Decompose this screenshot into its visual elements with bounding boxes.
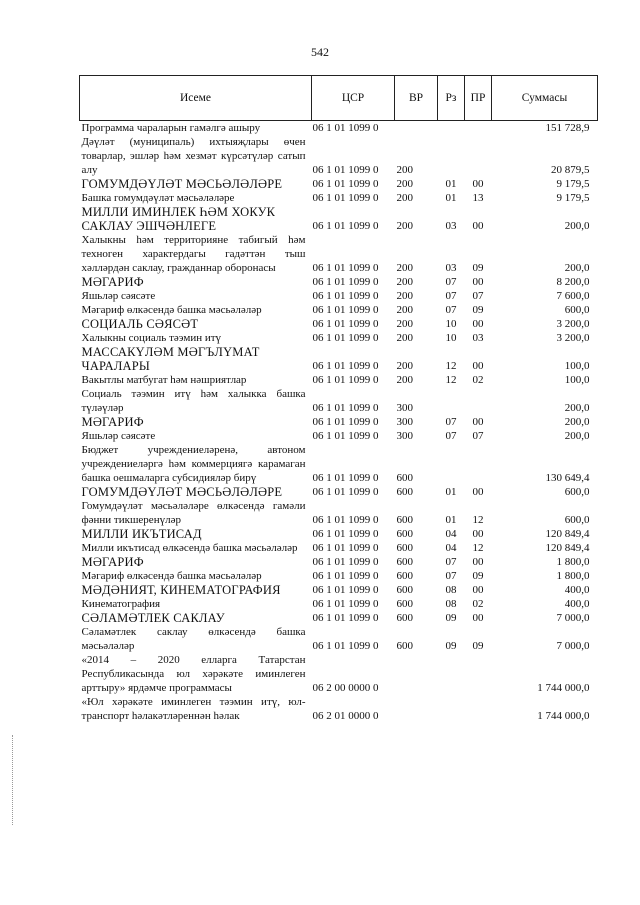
cell-csr: 06 1 01 1099 0 bbox=[312, 178, 379, 190]
cell-sum: 120 849,4 bbox=[545, 528, 590, 540]
cell-pr: 13 bbox=[472, 192, 484, 204]
cell-vr: 600 bbox=[396, 612, 413, 624]
cell-rz bbox=[438, 135, 465, 177]
cell-name: Бюджет учреждениеләренә, автоном учреждениеләргә һәм коммерциягә карамаган башка оешмаларга субсидияләр бирү bbox=[81, 444, 306, 484]
cell-pr bbox=[465, 695, 492, 723]
cell-csr: 06 1 01 1099 0 bbox=[312, 416, 379, 428]
table-row bbox=[80, 233, 598, 275]
cell-sum: 200,0 bbox=[564, 402, 590, 414]
cell-rz: 04 bbox=[445, 542, 457, 554]
cell-name: Кинематография bbox=[81, 598, 161, 610]
cell-csr: 06 1 01 1099 0 bbox=[312, 304, 379, 316]
cell-sum: 600,0 bbox=[564, 304, 590, 316]
cell-name: «Юл хәрәкәте иминлеген тәэмин итү, юл-транспорт һәлакәтләреннән һәлак bbox=[81, 696, 306, 722]
cell-name: Программа чараларын гамәлгә ашыру bbox=[81, 122, 261, 134]
cell-vr bbox=[395, 653, 438, 695]
cell-name: ГОМУМДӘҮЛӘТ МӘСЬӘЛӘЛӘРЕ bbox=[81, 177, 283, 191]
table-row bbox=[80, 569, 598, 583]
cell-pr: 09 bbox=[472, 570, 484, 582]
cell-sum: 9 179,5 bbox=[556, 178, 590, 190]
table-row bbox=[80, 625, 598, 653]
cell-vr: 600 bbox=[396, 528, 413, 540]
cell-rz: 09 bbox=[445, 612, 457, 624]
cell-name: МӘДӘНИЯТ, КИНЕМАТОГРАФИЯ bbox=[81, 583, 281, 597]
cell-csr: 06 1 01 1099 0 bbox=[312, 164, 379, 176]
cell-csr: 06 1 01 1099 0 bbox=[312, 262, 379, 274]
cell-pr: 12 bbox=[472, 542, 484, 554]
table-row-section bbox=[80, 205, 598, 233]
cell-pr: 00 bbox=[472, 416, 484, 428]
table-row bbox=[80, 499, 598, 527]
table-row bbox=[80, 191, 598, 205]
cell-vr: 600 bbox=[396, 598, 413, 610]
cell-name: Милли икътисад өлкәсендә башка мәсьәләләр bbox=[81, 542, 298, 554]
table-row-section bbox=[80, 177, 598, 191]
page-number: 542 bbox=[311, 45, 329, 59]
cell-rz: 08 bbox=[445, 598, 457, 610]
cell-csr: 06 1 01 1099 0 bbox=[312, 598, 379, 610]
cell-csr: 06 1 01 1099 0 bbox=[312, 570, 379, 582]
table-row-section bbox=[80, 485, 598, 499]
cell-name: Мәгариф өлкәсендә башка мәсьәләләр bbox=[81, 570, 262, 582]
cell-rz: 07 bbox=[445, 556, 457, 568]
cell-rz bbox=[438, 443, 465, 485]
table-row bbox=[80, 289, 598, 303]
cell-csr: 06 1 01 1099 0 bbox=[312, 332, 379, 344]
table-row bbox=[80, 443, 598, 485]
table-row-section bbox=[80, 611, 598, 625]
cell-sum: 120 849,4 bbox=[545, 542, 590, 554]
cell-name: Башка гомумдәүләт мәсьәләләре bbox=[81, 192, 235, 204]
cell-vr: 600 bbox=[396, 542, 413, 554]
cell-rz: 01 bbox=[445, 192, 457, 204]
cell-pr bbox=[465, 387, 492, 415]
cell-name: МИЛЛИ ИМИНЛЕК ҺӘМ ХОКУК САКЛАУ ЭШЧӘНЛЕГЕ bbox=[81, 205, 276, 233]
cell-name: Яшьләр сәясәте bbox=[81, 290, 156, 302]
cell-rz: 07 bbox=[445, 304, 457, 316]
cell-pr: 02 bbox=[472, 598, 484, 610]
cell-vr: 200 bbox=[396, 360, 413, 372]
cell-rz bbox=[438, 121, 465, 136]
cell-vr: 600 bbox=[396, 556, 413, 568]
cell-sum: 400,0 bbox=[564, 584, 590, 596]
cell-sum: 20 879,5 bbox=[551, 164, 590, 176]
cell-vr: 600 bbox=[396, 486, 413, 498]
cell-sum: 200,0 bbox=[564, 416, 590, 428]
cell-rz: 10 bbox=[445, 332, 457, 344]
cell-sum: 1 800,0 bbox=[556, 570, 590, 582]
cell-name: Яшьләр сәясәте bbox=[81, 430, 156, 442]
cell-sum: 200,0 bbox=[564, 262, 590, 274]
cell-rz bbox=[438, 695, 465, 723]
header-pr: ПР bbox=[465, 76, 492, 121]
cell-csr: 06 1 01 1099 0 bbox=[312, 318, 379, 330]
cell-rz: 10 bbox=[445, 318, 457, 330]
cell-rz: 07 bbox=[445, 290, 457, 302]
cell-csr: 06 2 01 0000 0 bbox=[312, 710, 379, 722]
cell-pr: 00 bbox=[472, 276, 484, 288]
cell-name: МӘГАРИФ bbox=[81, 555, 144, 569]
table-row bbox=[80, 331, 598, 345]
cell-name: Мәгариф өлкәсендә башка мәсьәләләр bbox=[81, 304, 262, 316]
cell-csr: 06 1 01 1099 0 bbox=[312, 402, 379, 414]
cell-vr: 300 bbox=[396, 402, 413, 414]
cell-pr: 09 bbox=[472, 304, 484, 316]
cell-pr bbox=[465, 653, 492, 695]
cell-name: СОЦИАЛЬ СӘЯСӘТ bbox=[81, 317, 199, 331]
cell-pr: 00 bbox=[472, 220, 484, 232]
table-row-section bbox=[80, 527, 598, 541]
table-row bbox=[80, 135, 598, 177]
cell-pr bbox=[465, 135, 492, 177]
cell-sum: 3 200,0 bbox=[556, 332, 590, 344]
cell-vr: 600 bbox=[396, 640, 413, 652]
cell-csr: 06 1 01 1099 0 bbox=[312, 528, 379, 540]
cell-pr bbox=[465, 443, 492, 485]
cell-sum: 7 000,0 bbox=[556, 612, 590, 624]
table-row-section bbox=[80, 415, 598, 429]
cell-sum: 8 200,0 bbox=[556, 276, 590, 288]
cell-pr: 00 bbox=[472, 584, 484, 596]
cell-rz: 08 bbox=[445, 584, 457, 596]
header-name: Исеме bbox=[80, 76, 312, 121]
table-row bbox=[80, 541, 598, 555]
cell-sum: 130 649,4 bbox=[545, 472, 590, 484]
cell-vr: 600 bbox=[396, 570, 413, 582]
cell-sum: 100,0 bbox=[564, 374, 590, 386]
cell-name: Социаль тәэмин итү һәм халыкка башка түләүләр bbox=[81, 388, 306, 414]
cell-rz: 12 bbox=[445, 374, 457, 386]
table-row-section bbox=[80, 275, 598, 289]
cell-csr: 06 1 01 1099 0 bbox=[312, 584, 379, 596]
cell-csr: 06 1 01 1099 0 bbox=[312, 640, 379, 652]
cell-vr: 200 bbox=[396, 220, 413, 232]
cell-vr: 300 bbox=[396, 430, 413, 442]
cell-sum: 100,0 bbox=[564, 360, 590, 372]
cell-csr: 06 1 01 1099 0 bbox=[312, 290, 379, 302]
cell-sum: 200,0 bbox=[564, 430, 590, 442]
table-row bbox=[80, 597, 598, 611]
cell-rz: 04 bbox=[445, 528, 457, 540]
cell-vr: 200 bbox=[396, 178, 413, 190]
cell-rz: 07 bbox=[445, 416, 457, 428]
table-row bbox=[80, 653, 598, 695]
cell-rz bbox=[438, 653, 465, 695]
cell-rz: 01 bbox=[445, 486, 457, 498]
cell-csr: 06 1 01 1099 0 bbox=[312, 542, 379, 554]
cell-name: Дәүләт (муниципаль) ихтыяҗлары өчен товарлар, эшләр һәм хезмәт күрсәтүләр сатып алу bbox=[81, 136, 306, 176]
cell-csr: 06 1 01 1099 0 bbox=[312, 514, 379, 526]
table-row-section bbox=[80, 345, 598, 373]
cell-csr: 06 1 01 1099 0 bbox=[312, 430, 379, 442]
cell-pr: 00 bbox=[472, 612, 484, 624]
cell-rz: 09 bbox=[445, 640, 457, 652]
table-row bbox=[80, 387, 598, 415]
cell-csr: 06 1 01 1099 0 bbox=[312, 486, 379, 498]
cell-sum: 3 200,0 bbox=[556, 318, 590, 330]
cell-vr: 600 bbox=[396, 514, 413, 526]
cell-vr: 200 bbox=[396, 276, 413, 288]
cell-vr: 200 bbox=[396, 290, 413, 302]
cell-name: Вакытлы матбугат һәм нәшриятлар bbox=[81, 374, 247, 386]
cell-vr: 200 bbox=[396, 192, 413, 204]
cell-vr bbox=[395, 121, 438, 136]
cell-csr: 06 1 01 1099 0 bbox=[312, 276, 379, 288]
cell-pr: 00 bbox=[472, 556, 484, 568]
cell-sum: 7 000,0 bbox=[556, 640, 590, 652]
cell-csr: 06 1 01 1099 0 bbox=[312, 122, 379, 134]
table-row-section bbox=[80, 555, 598, 569]
cell-rz: 07 bbox=[445, 430, 457, 442]
cell-sum: 1 744 000,0 bbox=[537, 710, 590, 722]
cell-sum: 1 800,0 bbox=[556, 556, 590, 568]
cell-name: СӘЛАМӘТЛЕК САКЛАУ bbox=[81, 611, 225, 625]
cell-name: Халыкны һәм территорияне табигый һәм техноген характердагы гадәттән тыш хәлләрдән саклау, гражданнар оборонасы bbox=[81, 234, 306, 274]
cell-csr: 06 1 01 1099 0 bbox=[312, 192, 379, 204]
cell-name: МӘГАРИФ bbox=[81, 275, 144, 289]
cell-sum: 9 179,5 bbox=[556, 192, 590, 204]
cell-csr: 06 1 01 1099 0 bbox=[312, 612, 379, 624]
cell-pr: 07 bbox=[472, 290, 484, 302]
table-row bbox=[80, 429, 598, 443]
cell-name: Сәламәтлек саклау өлкәсендә башка мәсьәләләр bbox=[81, 626, 306, 652]
cell-pr: 00 bbox=[472, 528, 484, 540]
cell-name: Халыкны социаль тәэмин итү bbox=[81, 332, 222, 344]
table-row bbox=[80, 303, 598, 317]
cell-name: МИЛЛИ ИКЪТИСАД bbox=[81, 527, 202, 541]
table-body bbox=[80, 121, 598, 724]
cell-pr: 12 bbox=[472, 514, 484, 526]
cell-pr bbox=[465, 121, 492, 136]
cell-sum: 400,0 bbox=[564, 598, 590, 610]
cell-rz bbox=[438, 387, 465, 415]
cell-pr: 00 bbox=[472, 360, 484, 372]
table-row-section bbox=[80, 583, 598, 597]
table-row bbox=[80, 695, 598, 723]
cell-pr: 09 bbox=[472, 640, 484, 652]
cell-sum: 600,0 bbox=[564, 486, 590, 498]
cell-rz: 03 bbox=[445, 262, 457, 274]
table-header bbox=[80, 76, 598, 121]
cell-vr bbox=[395, 695, 438, 723]
cell-vr: 200 bbox=[396, 332, 413, 344]
cell-sum: 7 600,0 bbox=[556, 290, 590, 302]
table-row bbox=[80, 373, 598, 387]
cell-sum: 151 728,9 bbox=[545, 122, 590, 134]
cell-name: МАССАКҮЛӘМ МӘГЪЛҮМАТ ЧАРАЛАРЫ bbox=[81, 345, 260, 373]
cell-name: ГОМУМДӘҮЛӘТ МӘСЬӘЛӘЛӘРЕ bbox=[81, 485, 283, 499]
cell-sum: 200,0 bbox=[564, 220, 590, 232]
cell-csr: 06 1 01 1099 0 bbox=[312, 374, 379, 386]
cell-csr: 06 2 00 0000 0 bbox=[312, 682, 379, 694]
header-rz: Рз bbox=[438, 76, 465, 121]
table-row-section bbox=[80, 317, 598, 331]
cell-name: МӘГАРИФ bbox=[81, 415, 144, 429]
cell-csr: 06 1 01 1099 0 bbox=[312, 220, 379, 232]
cell-vr: 600 bbox=[396, 584, 413, 596]
cell-rz: 01 bbox=[445, 178, 457, 190]
cell-vr: 200 bbox=[396, 374, 413, 386]
cell-vr: 200 bbox=[396, 318, 413, 330]
cell-sum: 1 744 000,0 bbox=[537, 682, 590, 694]
budget-table bbox=[79, 75, 598, 723]
cell-pr: 07 bbox=[472, 430, 484, 442]
cell-pr: 00 bbox=[472, 178, 484, 190]
cell-rz: 07 bbox=[445, 570, 457, 582]
cell-vr: 200 bbox=[396, 164, 413, 176]
cell-rz: 01 bbox=[445, 514, 457, 526]
cell-csr: 06 1 01 1099 0 bbox=[312, 556, 379, 568]
cell-pr: 02 bbox=[472, 374, 484, 386]
cell-pr: 00 bbox=[472, 318, 484, 330]
cell-rz: 12 bbox=[445, 360, 457, 372]
cell-vr: 200 bbox=[396, 304, 413, 316]
cell-csr: 06 1 01 1099 0 bbox=[312, 472, 379, 484]
cell-vr: 300 bbox=[396, 416, 413, 428]
cell-pr: 03 bbox=[472, 332, 484, 344]
header-vr: ВР bbox=[395, 76, 438, 121]
cell-name: «2014 – 2020 елларга Татарстан Республикасында юл хәрәкәте иминлеген арттыру» ярдәмче программасы bbox=[81, 654, 306, 694]
cell-rz: 03 bbox=[445, 220, 457, 232]
cell-vr: 200 bbox=[396, 262, 413, 274]
cell-pr: 00 bbox=[472, 486, 484, 498]
cell-vr: 600 bbox=[396, 472, 413, 484]
header-csr: ЦСР bbox=[312, 76, 395, 121]
cell-pr: 09 bbox=[472, 262, 484, 274]
cell-name: Гомумдәүләт мәсьәләләре өлкәсендә гамәли фәнни тикшеренүләр bbox=[81, 500, 306, 526]
table-row bbox=[80, 121, 598, 136]
margin-mark bbox=[12, 735, 14, 825]
cell-sum: 600,0 bbox=[564, 514, 590, 526]
cell-rz: 07 bbox=[445, 276, 457, 288]
header-sum: Суммасы bbox=[492, 76, 598, 121]
cell-csr: 06 1 01 1099 0 bbox=[312, 360, 379, 372]
